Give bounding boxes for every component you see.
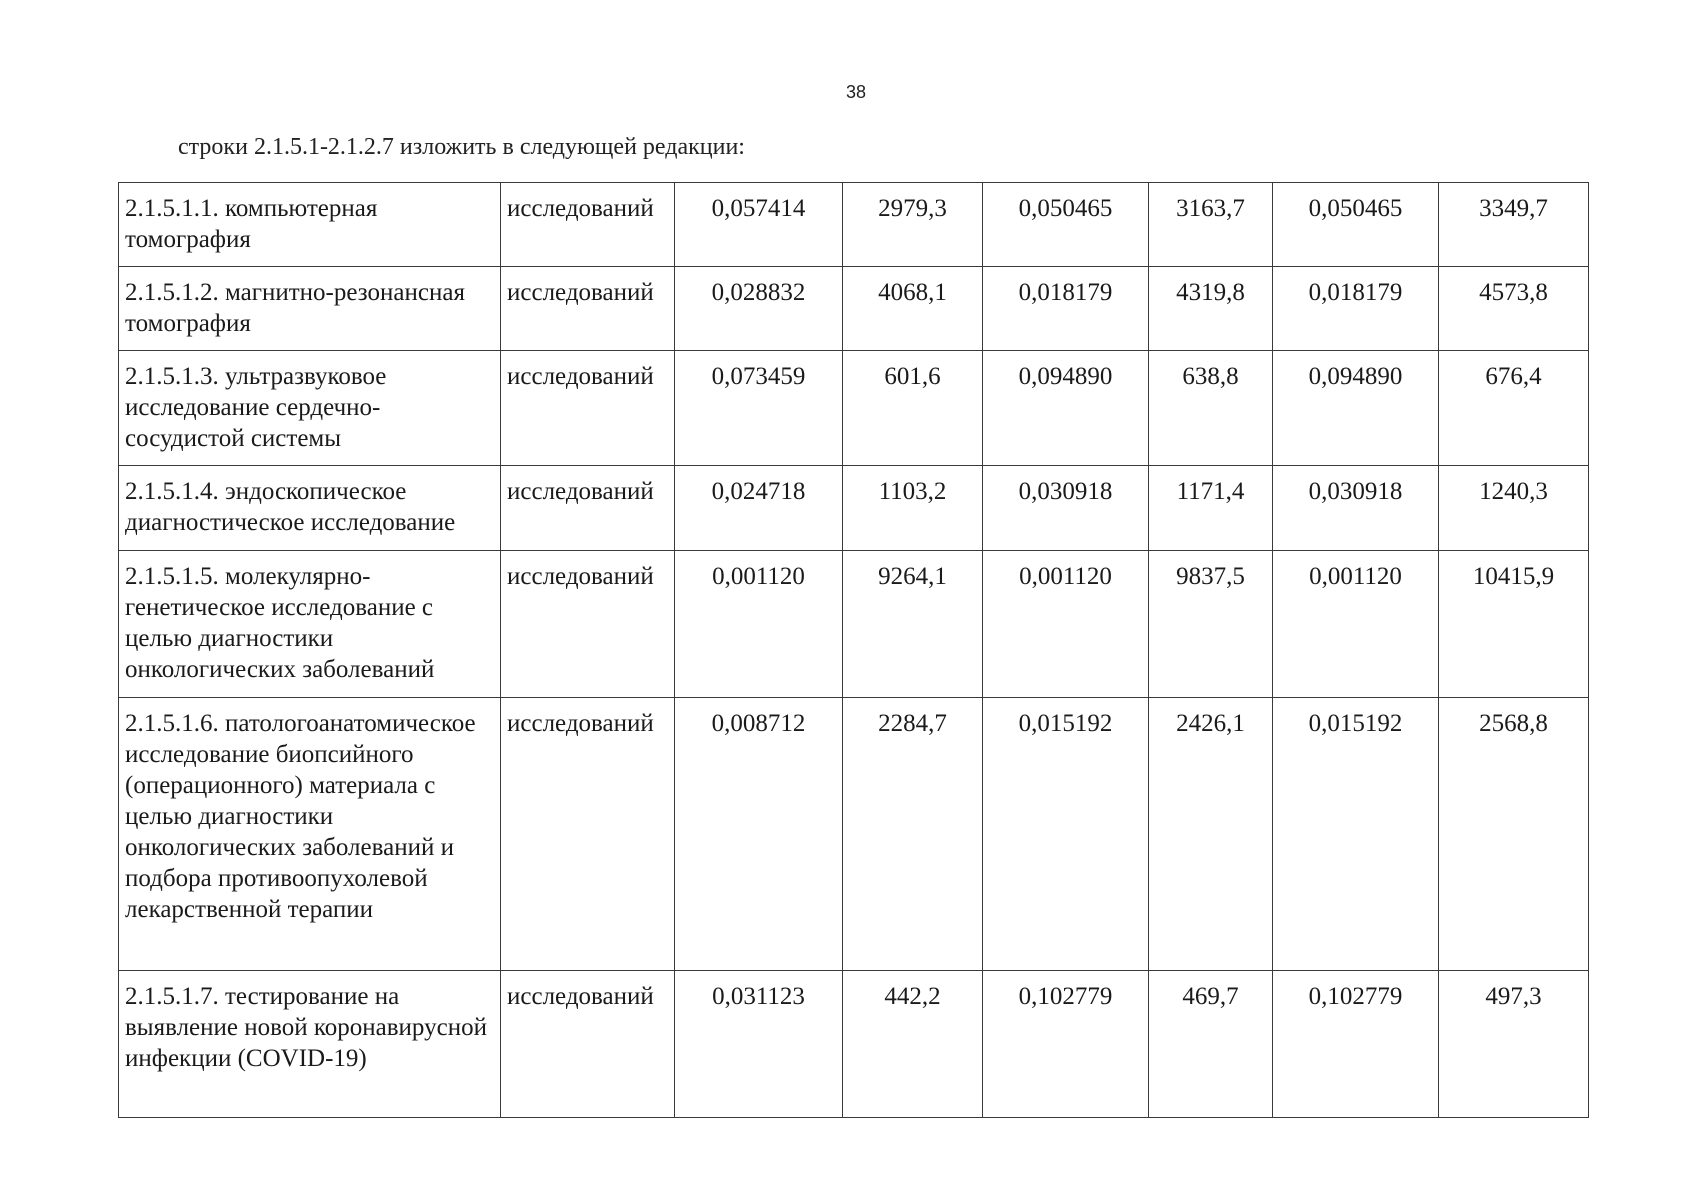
table-row bbox=[119, 351, 1589, 466]
services-table bbox=[118, 182, 1589, 1118]
row-value: 1103,2 bbox=[843, 466, 983, 551]
row-value: 0,102779 bbox=[983, 971, 1149, 1118]
row-value: 497,3 bbox=[1439, 971, 1589, 1118]
row-value: 4068,1 bbox=[843, 267, 983, 351]
row-value: 0,030918 bbox=[1273, 466, 1439, 551]
row-value: 442,2 bbox=[843, 971, 983, 1118]
row-value: 2568,8 bbox=[1439, 698, 1589, 971]
row-value: 0,015192 bbox=[983, 698, 1149, 971]
row-value: 0,001120 bbox=[1273, 551, 1439, 698]
row-value: 0,001120 bbox=[983, 551, 1149, 698]
table-row bbox=[119, 698, 1589, 971]
row-value: 0,001120 bbox=[675, 551, 843, 698]
row-name: 2.1.5.1.1. компьютерная томография bbox=[119, 183, 501, 267]
row-value: 0,094890 bbox=[983, 351, 1149, 466]
table-row bbox=[119, 466, 1589, 551]
row-value: 4319,8 bbox=[1149, 267, 1273, 351]
row-value: 638,8 bbox=[1149, 351, 1273, 466]
row-value: 676,4 bbox=[1439, 351, 1589, 466]
table-row bbox=[119, 971, 1589, 1118]
intro-text: строки 2.1.5.1-2.1.2.7 изложить в следующей редакции: bbox=[178, 134, 745, 160]
row-value: 9837,5 bbox=[1149, 551, 1273, 698]
row-value: 0,028832 bbox=[675, 267, 843, 351]
row-value: 469,7 bbox=[1149, 971, 1273, 1118]
row-value: 0,102779 bbox=[1273, 971, 1439, 1118]
row-value: 0,094890 bbox=[1273, 351, 1439, 466]
row-value: 10415,9 bbox=[1439, 551, 1589, 698]
row-value: 0,015192 bbox=[1273, 698, 1439, 971]
row-name: 2.1.5.1.7. тестирование на выявление новой коронавирусной инфекции (COVID-19) bbox=[119, 971, 501, 1118]
row-value: 2426,1 bbox=[1149, 698, 1273, 971]
row-name: 2.1.5.1.2. магнитно-резонансная томография bbox=[119, 267, 501, 351]
row-unit: исследований bbox=[501, 971, 675, 1118]
row-value: 0,057414 bbox=[675, 183, 843, 267]
table-row bbox=[119, 551, 1589, 698]
row-value: 1171,4 bbox=[1149, 466, 1273, 551]
row-value: 0,008712 bbox=[675, 698, 843, 971]
row-value: 4573,8 bbox=[1439, 267, 1589, 351]
row-name: 2.1.5.1.3. ультразвуковое исследование сердечно-сосудистой системы bbox=[119, 351, 501, 466]
row-unit: исследований bbox=[501, 698, 675, 971]
row-unit: исследований bbox=[501, 551, 675, 698]
row-unit: исследований bbox=[501, 183, 675, 267]
page-number: 38 bbox=[845, 82, 867, 102]
table-row bbox=[119, 183, 1589, 267]
row-value: 0,030918 bbox=[983, 466, 1149, 551]
row-name: 2.1.5.1.6. патологоанатомическое исследование биопсийного (операционного) материала с целью диагностики онкологических заболеваний и подбора противоопухолевой лекарственной терапии bbox=[119, 698, 501, 971]
row-unit: исследований bbox=[501, 267, 675, 351]
row-value: 3349,7 bbox=[1439, 183, 1589, 267]
row-value: 3163,7 bbox=[1149, 183, 1273, 267]
row-value: 0,050465 bbox=[1273, 183, 1439, 267]
row-value: 0,031123 bbox=[675, 971, 843, 1118]
row-value: 2284,7 bbox=[843, 698, 983, 971]
row-value: 0,073459 bbox=[675, 351, 843, 466]
table-row bbox=[119, 267, 1589, 351]
row-unit: исследований bbox=[501, 466, 675, 551]
row-value: 0,024718 bbox=[675, 466, 843, 551]
row-value: 0,018179 bbox=[983, 267, 1149, 351]
row-value: 2979,3 bbox=[843, 183, 983, 267]
row-name: 2.1.5.1.4. эндоскопическое диагностическое исследование bbox=[119, 466, 501, 551]
row-value: 1240,3 bbox=[1439, 466, 1589, 551]
row-name: 2.1.5.1.5. молекулярно-генетическое исследование с целью диагностики онкологических заболеваний bbox=[119, 551, 501, 698]
row-unit: исследований bbox=[501, 351, 675, 466]
row-value: 601,6 bbox=[843, 351, 983, 466]
row-value: 9264,1 bbox=[843, 551, 983, 698]
row-value: 0,050465 bbox=[983, 183, 1149, 267]
row-value: 0,018179 bbox=[1273, 267, 1439, 351]
